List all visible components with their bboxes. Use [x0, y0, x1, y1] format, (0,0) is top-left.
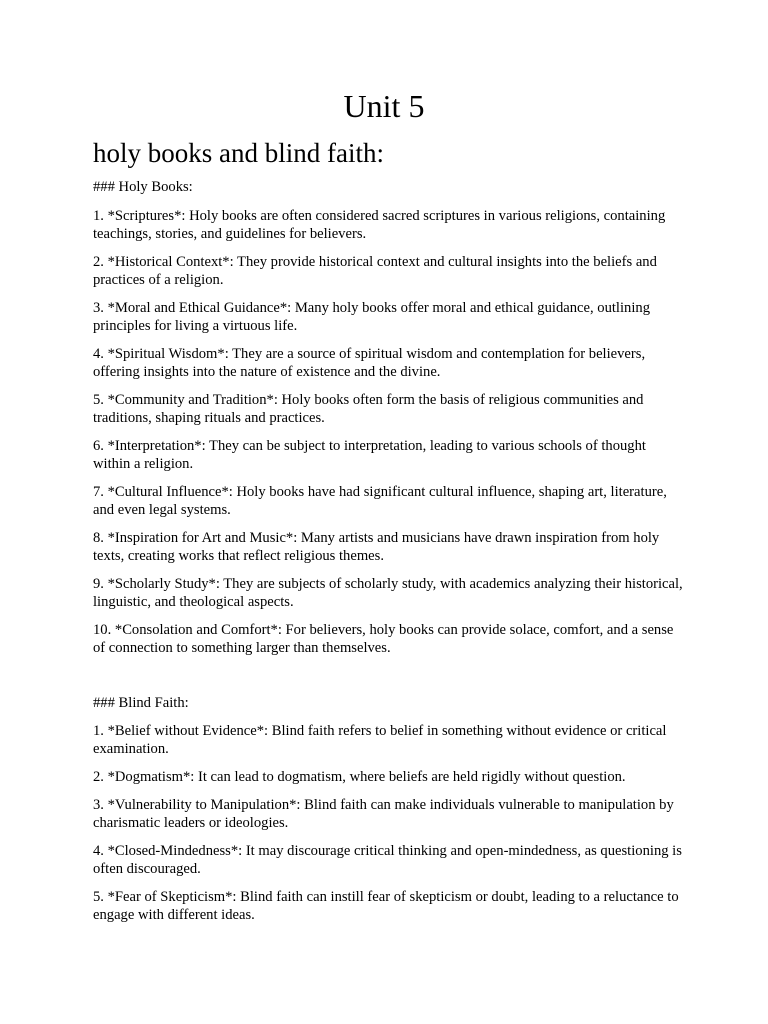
holy-books-item-7: 7. *Cultural Influence*: Holy books have had significant cultural influence, shaping art, literature, and even legal systems.	[93, 484, 667, 518]
holy-books-item-6: 6. *Interpretation*: They can be subject to interpretation, leading to various schools of thought within a religion.	[93, 438, 646, 472]
holy-books-item-4: 4. *Spiritual Wisdom*: They are a source of spiritual wisdom and contemplation for believers, offering insights into the nature of existence and the divine.	[93, 346, 646, 380]
blind-faith-item-1: 1. *Belief without Evidence*: Blind faith refers to belief in something without evidence or critical examination.	[93, 723, 667, 757]
blind-faith-item-4: 4. *Closed-Mindedness*: It may discourage critical thinking and open-mindedness, as questioning is often discouraged.	[93, 843, 682, 877]
page-title: Unit 5	[343, 88, 425, 124]
holy-books-item-1: 1. *Scriptures*: Holy books are often considered sacred scriptures in various religions, containing teachings, stories, and guidelines for believers.	[93, 208, 666, 242]
blind-faith-item-3: 3. *Vulnerability to Manipulation*: Blind faith can make individuals vulnerable to manipulation by charismatic leaders or ideologies.	[93, 797, 674, 831]
section-heading-blind-faith: ### Blind Faith:	[93, 695, 189, 711]
holy-books-item-5: 5. *Community and Tradition*: Holy books often form the basis of religious communities and traditions, shaping rituals and practices.	[93, 392, 644, 426]
blind-faith-item-5: 5. *Fear of Skepticism*: Blind faith can instill fear of skepticism or doubt, leading to a reluctance to engage with different ideas.	[93, 889, 679, 923]
holy-books-item-2: 2. *Historical Context*: They provide historical context and cultural insights into the beliefs and practices of a religion.	[93, 254, 657, 288]
holy-books-item-10: 10. *Consolation and Comfort*: For believers, holy books can provide solace, comfort, and a sense of connection to something larger than themselves.	[93, 622, 674, 656]
blind-faith-item-2: 2. *Dogmatism*: It can lead to dogmatism, where beliefs are held rigidly without question.	[93, 769, 626, 785]
page-subtitle: holy books and blind faith:	[93, 138, 384, 168]
section-heading-holy-books: ### Holy Books:	[93, 179, 193, 195]
holy-books-item-9: 9. *Scholarly Study*: They are subjects of scholarly study, with academics analyzing their historical, linguistic, and theological aspects.	[93, 576, 683, 610]
holy-books-item-8: 8. *Inspiration for Art and Music*: Many artists and musicians have drawn inspiration from holy texts, creating works that reflect religious themes.	[93, 530, 660, 564]
holy-books-item-3: 3. *Moral and Ethical Guidance*: Many holy books offer moral and ethical guidance, outlining principles for living a virtuous life.	[93, 300, 650, 334]
